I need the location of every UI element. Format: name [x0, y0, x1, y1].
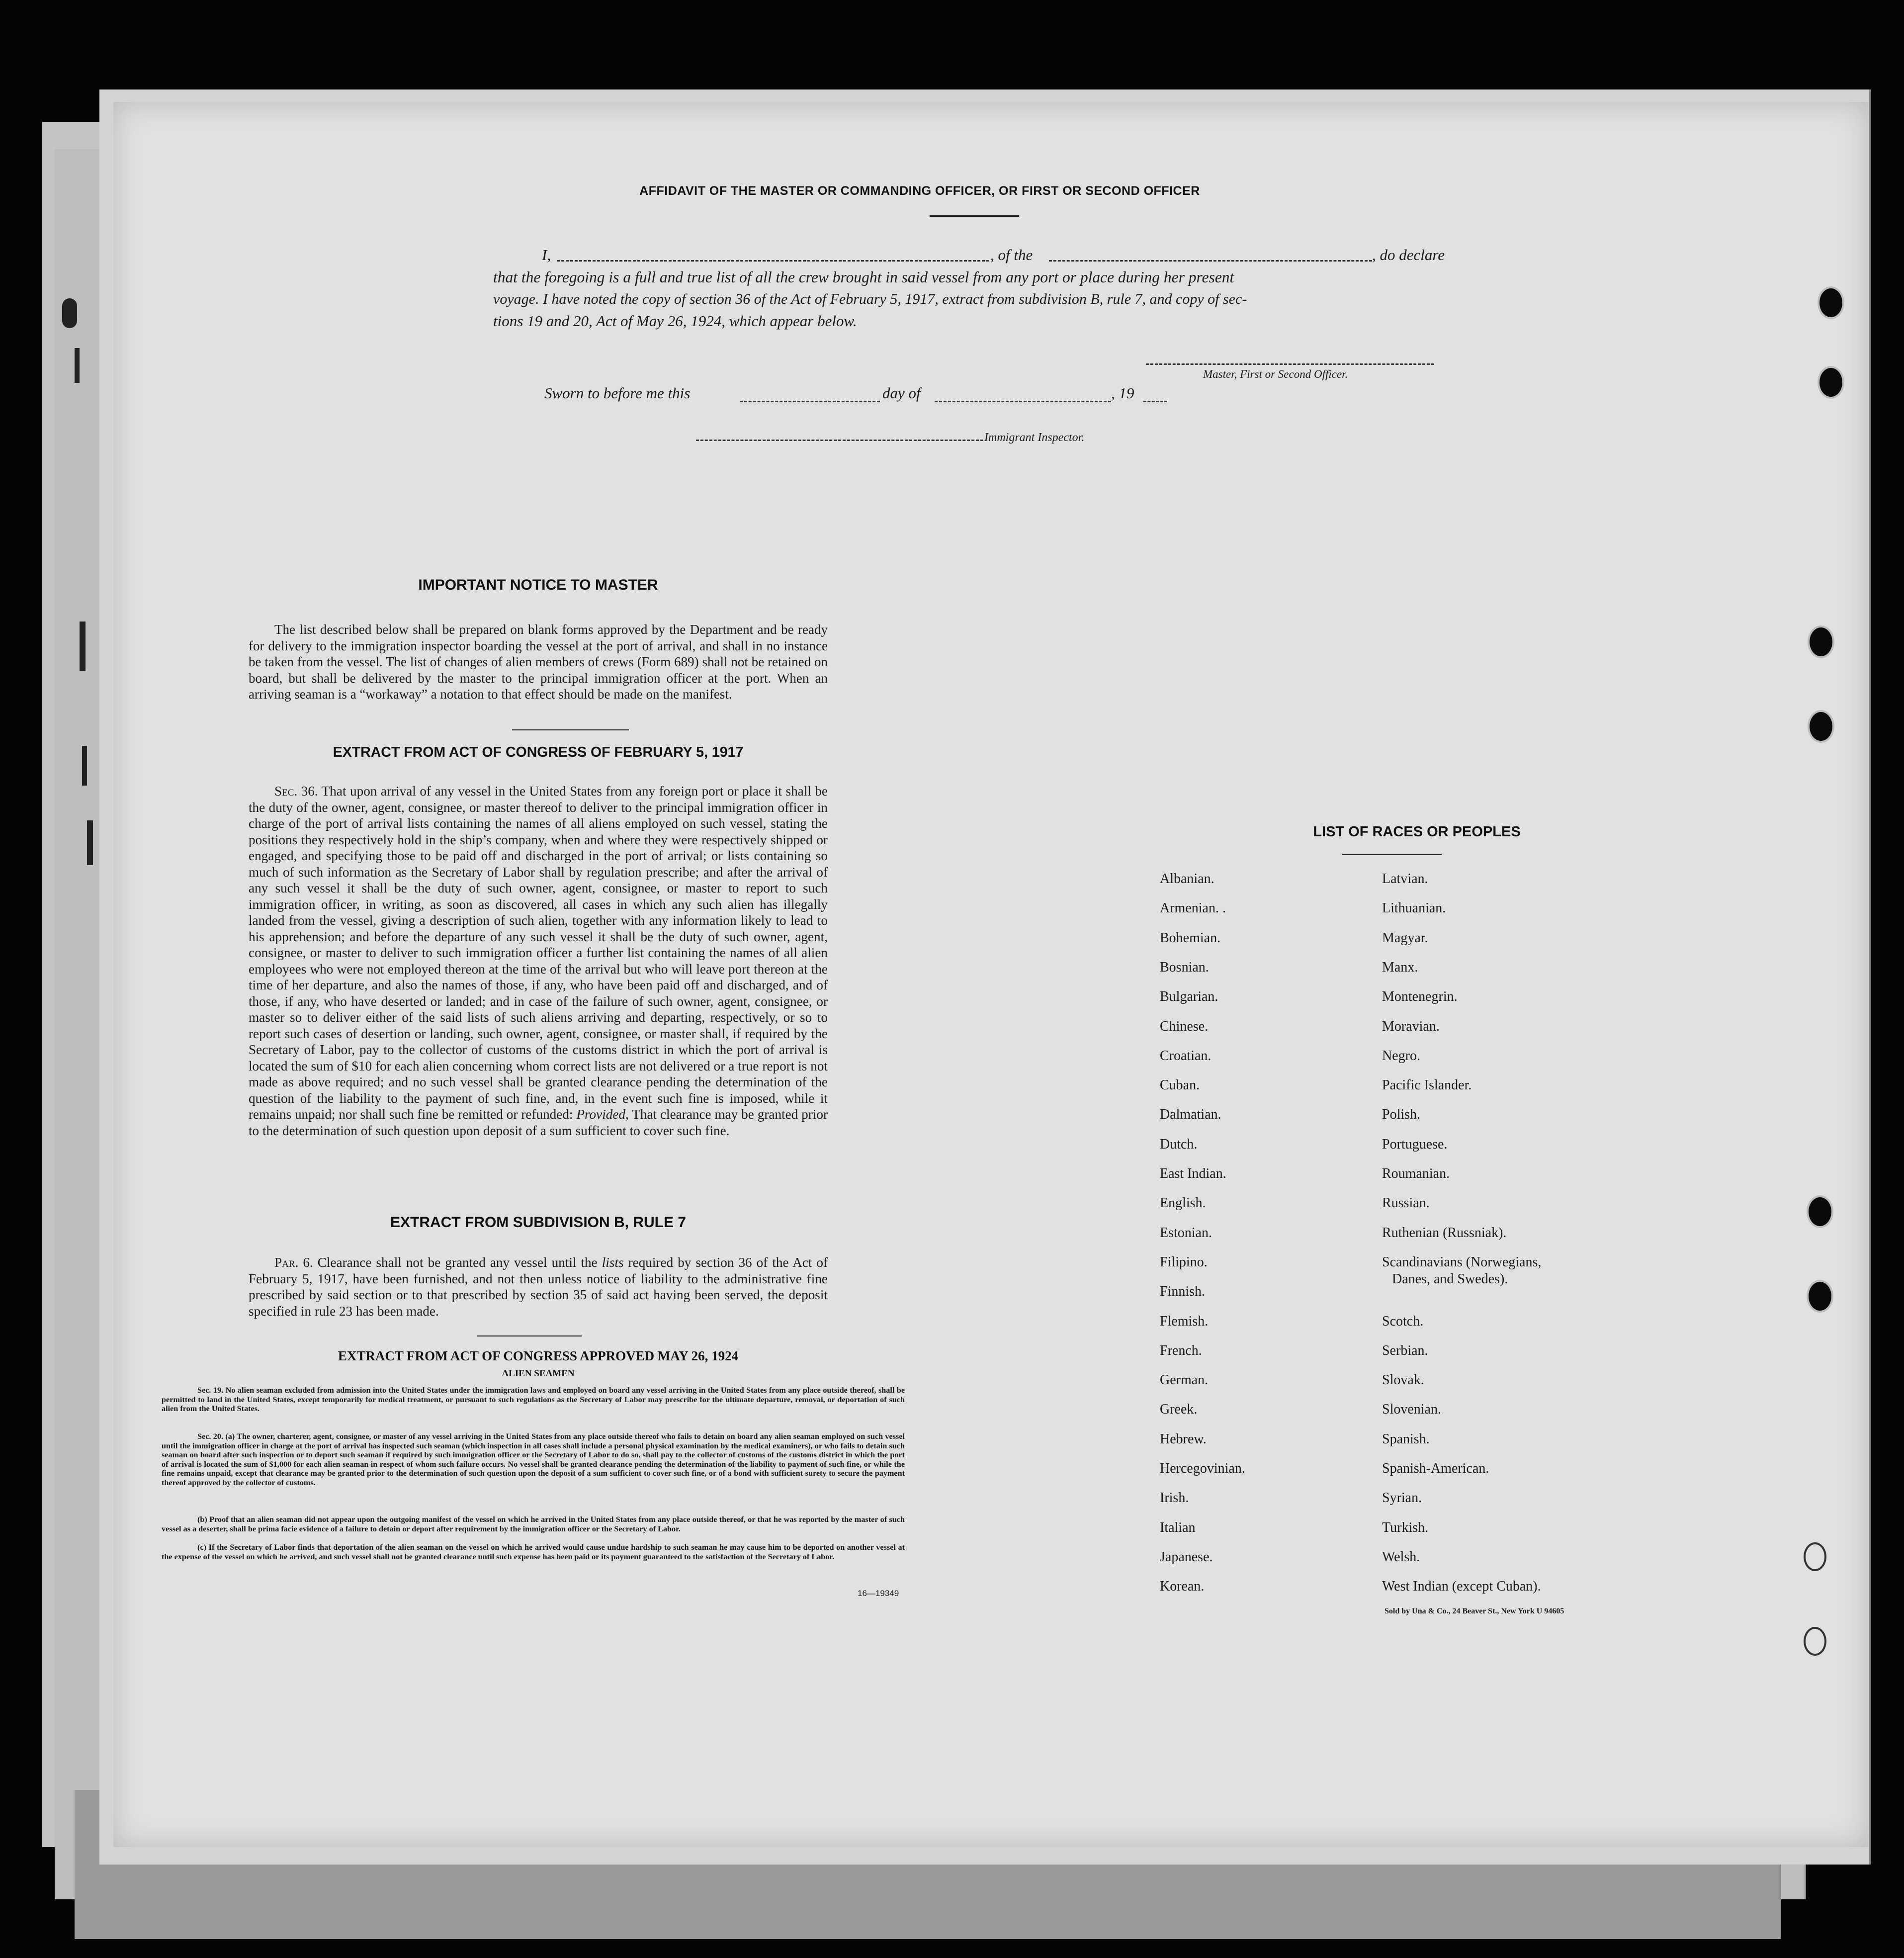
sworn-day-of: day of [882, 384, 921, 402]
race-item: Bohemian. [1160, 930, 1221, 946]
race-item: Filipino. [1160, 1254, 1208, 1270]
divider [1342, 854, 1442, 855]
rule7-text-a: Clearance shall not be granted any vessel until the [317, 1255, 598, 1270]
race-item: Spanish-American. [1382, 1461, 1489, 1476]
notice-body: The list described below shall be prepared on blank forms approved by the Department and be ready for delivery to the immigration inspector boarding the vessel at the port of arrival, and shall in no instance be taken from the vessel. The list of changes of alien members of crews (Form 689) shall not be retained on board, but shall be delivered by the master to the principal immigration officer at the port. When an arriving seaman is a “workaway” a notation to that effect should be made on the manifest. [249, 622, 828, 702]
rule7-text-b: required by section 36 of the Act of February 5, 1917, have been furnished, and not then unless notice of liability to the administrative fine prescribed by said section or to that prescribed by section 35 of said act having been served, the deposit specified in rule 23 has been made. [249, 1255, 828, 1319]
race-item: Slovenian. [1382, 1402, 1441, 1418]
affidavit-title: AFFIDAVIT OF THE MASTER OR COMMANDING OFFICER, OR FIRST OR SECOND OFFICER [639, 184, 1200, 198]
race-item: Polish. [1382, 1107, 1421, 1123]
race-item: East Indian. [1160, 1166, 1226, 1181]
affidavit-text-line: voyage. I have noted the copy of section 36 of the Act of February 5, 1917, extract from subdivision B, rule 7, and copy of sec- [493, 291, 1247, 307]
paragraph-label: Par. 6. [274, 1255, 313, 1270]
sworn-prefix: Sworn to before me this [544, 384, 691, 402]
punch-hole [1804, 1627, 1826, 1656]
section-20c-text: (c) If the Secretary of Labor finds that deportation of the alien seaman on the vessel on which he arrived would cause undue hardship to such seaman he may cause him to be deported on another vessel at the expense of the vessel on which he arrived, and such vessel shall not be granted clearance until such expense has been paid or its payment guaranteed to the satisfaction of the Secretary of Labor. [162, 1543, 905, 1561]
race-item: Dutch. [1160, 1136, 1198, 1152]
race-item: Japanese. [1160, 1549, 1213, 1565]
punch-hole [1819, 368, 1842, 397]
sworn-month-blank [935, 401, 1111, 402]
affidavit-text-line: that the foregoing is a full and true list of all the crew brought in said vessel from any port or place during her present [493, 268, 1234, 286]
extract-rule7-title: EXTRACT FROM SUBDIVISION B, RULE 7 [390, 1214, 687, 1231]
race-item: Moravian. [1382, 1018, 1440, 1034]
punch-hole [1809, 1282, 1831, 1311]
race-item: Lithuanian. [1382, 900, 1446, 916]
form-number: 16—19349 [858, 1589, 899, 1598]
extract-1924-title: EXTRACT FROM ACT OF CONGRESS APPROVED MAY 26, 1924 [338, 1348, 739, 1363]
race-item: Welsh. [1382, 1549, 1420, 1565]
race-item: Pacific Islander. [1382, 1077, 1472, 1093]
printer-footer: Sold by Una & Co., 24 Beaver St., New York U 94605 [1385, 1607, 1564, 1615]
inspector-signature-line [696, 440, 983, 441]
sworn-year-blank [1143, 401, 1167, 402]
section-36-text-end: That clearance may be granted prior to the determination of such question upon deposit of a sum sufficient to cover such fine. [249, 1107, 828, 1138]
extract-1917-body [249, 783, 828, 1139]
race-item: German. [1160, 1372, 1209, 1388]
master-signature-line [1146, 363, 1434, 365]
extract-rule7-body [249, 1254, 828, 1319]
race-item: Spanish. [1382, 1431, 1430, 1447]
provided-word: Provided, [576, 1107, 629, 1122]
master-signature-label: Master, First or Second Officer. [1203, 368, 1348, 380]
left-edge-mark [82, 746, 87, 786]
race-item: Scandinavians (Norwegians, [1382, 1254, 1542, 1270]
lists-word: lists [602, 1255, 624, 1270]
section-36-text: That upon arrival of any vessel in the United States from any foreign port or place it shall be the duty of the owner, agent, consignee, or master thereof to deliver to the principal immigration officer in charge of the port of arrival lists containing the names of all aliens employed on such vessel, stating the positions they respectively hold in the ship’s company, when and where they were respectively shipped or engaged, and specifying those to be paid off and discharged in the port of arrival; or lists containing so much of such information as the Secretary of Labor shall by regulation prescribe; and after the arrival of any such vessel it shall be the duty of such owner, agent, consignee, or master to report to such immigration officer, in writing, as soon as discovered, all cases in which any such alien has illegally landed from the vessel, giving a description of such alien, together with any information likely to lead to his apprehension; and before the departure of any such vessel it shall be the duty of such owner, agent, consignee, or master to deliver to such immigration officer a further list containing the names of all alien employees who were not employed thereon at the time of the arrival but who will leave port thereon at the time of her departure, and also the names of those, if any, who have been paid off and discharged, and of those, if any, who have deserted or landed; and in case of the failure of such owner, agent, consignee, or master so to deliver either of the said lists of such aliens arriving and departing, respectively, or so to report such cases of desertion or landing, such owner, agent, consignee, or master shall, if required by the Secretary of Labor, pay to the collector of customs of the customs district in which the port of arrival is located the sum of $10 for each alien concerning whom correct lists are not delivered or a true report is not made as above required; and no such vessel shall be granted clearance pending the determination of the question of the liability to the payment of such fine, and, in the event such fine is imposed, while it remains unpaid; nor shall such fine be remitted or refunded: [249, 784, 828, 1122]
left-edge-mark [75, 348, 80, 383]
extract-1917-title: EXTRACT FROM ACT OF CONGRESS OF FEBRUARY 5, 1917 [333, 744, 744, 760]
affidavit-name-blank [557, 246, 989, 262]
punch-hole [1809, 1197, 1831, 1226]
inspector-signature-label: Immigrant Inspector. [984, 431, 1085, 444]
race-item: Italian [1160, 1519, 1196, 1535]
race-item: Armenian. . [1160, 900, 1226, 916]
divider [512, 729, 629, 730]
race-item: Bosnian. [1160, 959, 1209, 975]
section-19-text: Sec. 19. No alien seaman excluded from admission into the United States under the immigration laws and employed on board any vessel arriving in the United States from any place outside thereof, shall be permitted to land in the United States, except temporarily for medical treatment, or pursuant to such regulations as the Secretary of Labor may prescribe for the ultimate departure, removal, or deportation of such alien from the United States. [162, 1386, 905, 1414]
affidavit-of-the: , of the [990, 246, 1033, 264]
extract-1924-subtitle: ALIEN SEAMEN [502, 1368, 575, 1379]
race-item: Dalmatian. [1160, 1107, 1221, 1123]
race-item: Croatian. [1160, 1048, 1212, 1064]
punch-hole [1804, 1542, 1826, 1571]
left-edge-mark [62, 298, 77, 328]
race-item: French. [1160, 1342, 1202, 1358]
race-item: Korean. [1160, 1579, 1205, 1595]
race-item: Estonian. [1160, 1225, 1212, 1241]
race-item: Negro. [1382, 1048, 1420, 1064]
race-item: Latvian. [1382, 871, 1428, 887]
section-20b-text: (b) Proof that an alien seaman did not appear upon the outgoing manifest of the vessel on which he arrived in the United States from any place outside thereof, or that he was reported by the master of such vessel as a deserter, shall be prima facie evidence of a failure to detain or deport after requirement by the immigration officer or the Secretary of Labor. [162, 1515, 905, 1533]
section-20a-text: Sec. 20. (a) The owner, charterer, agent, consignee, or master of any vessel arriving in the United States from any place outside thereof who fails to detain on board any alien seaman employed on such vessel until the immigration officer in charge at the port of arrival has inspected such seaman (which inspection in all cases shall include a personal physical examination by the medical examiners), or who fails to detain such seaman on board after such inspection or to deport such seaman if required by such immigration officer or the Secretary of Labor to do so, shall pay to the collector of customs of the customs district in which the port of arrival is located the sum of $1,000 for each alien seaman in respect of whom such failure occurs. No vessel shall be granted clearance pending the determination of the liability to payment of such fine, or while the fine remains unpaid, except that clearance may be granted prior to the determination of such question upon the deposit of a sum sufficient to cover such fine, or of a bond with sufficient surety to secure the payment thereof approved by the collector of customs. [162, 1432, 905, 1487]
race-item: Portuguese. [1382, 1136, 1448, 1152]
race-item: Turkish. [1382, 1519, 1429, 1535]
divider [930, 215, 1019, 217]
race-item: English. [1160, 1195, 1206, 1211]
sworn-day-blank [740, 401, 880, 402]
sworn-year: , 19 [1111, 384, 1134, 402]
race-item: Slovak. [1382, 1372, 1424, 1388]
race-item: Irish. [1160, 1490, 1189, 1506]
divider [477, 1335, 582, 1336]
race-item: Serbian. [1382, 1342, 1428, 1358]
race-item: Magyar. [1382, 930, 1428, 946]
race-item: West Indian (except Cuban). [1382, 1579, 1541, 1595]
race-item: Roumanian. [1382, 1166, 1450, 1181]
affidavit-vessel-blank [1049, 246, 1372, 262]
races-title: LIST OF RACES OR PEOPLES [1313, 824, 1521, 840]
race-item: Scotch. [1382, 1313, 1424, 1329]
race-item: Manx. [1382, 959, 1418, 975]
section-label: Sec. 36. [274, 784, 318, 799]
race-item: Flemish. [1160, 1313, 1209, 1329]
race-item: Hercegovinian. [1160, 1461, 1245, 1476]
left-edge-mark [87, 820, 93, 865]
race-item: Syrian. [1382, 1490, 1422, 1506]
race-item: Finnish. [1160, 1284, 1206, 1300]
punch-hole [1810, 627, 1832, 656]
race-item: Cuban. [1160, 1077, 1200, 1093]
punch-hole [1810, 712, 1832, 741]
affidavit-text-line: tions 19 and 20, Act of May 26, 1924, which appear below. [493, 312, 857, 330]
race-item: Russian. [1382, 1195, 1430, 1211]
race-item: Bulgarian. [1160, 989, 1218, 1005]
race-item: Greek. [1160, 1402, 1198, 1418]
notice-title: IMPORTANT NOTICE TO MASTER [418, 577, 658, 593]
race-item: Ruthenian (Russniak). [1382, 1225, 1507, 1241]
left-edge-mark [80, 622, 86, 671]
race-item: Danes, and Swedes). [1392, 1271, 1508, 1287]
race-item: Chinese. [1160, 1018, 1209, 1034]
punch-hole [1819, 288, 1842, 317]
race-item: Albanian. [1160, 871, 1214, 887]
race-item: Hebrew. [1160, 1431, 1207, 1447]
affidavit-i: I, [542, 246, 551, 264]
race-item: Montenegrin. [1382, 989, 1458, 1005]
affidavit-do-declare: , do declare [1372, 246, 1445, 264]
